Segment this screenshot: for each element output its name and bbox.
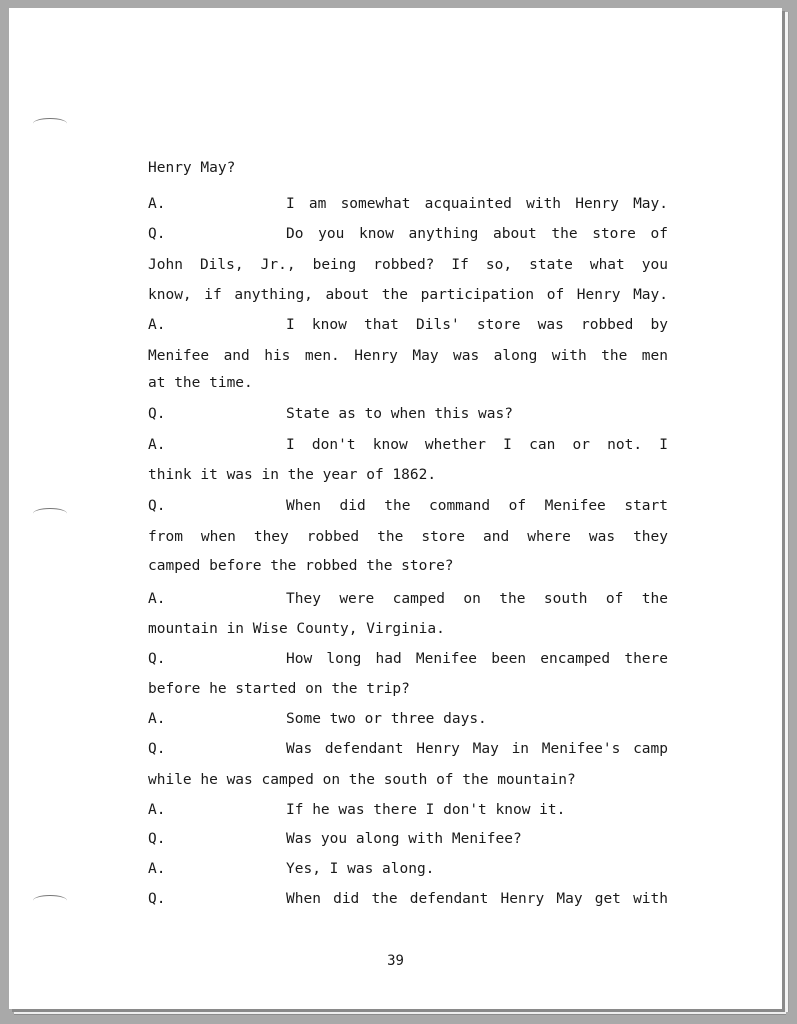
answer-marker: A. <box>148 711 166 727</box>
answer-marker: A. <box>148 437 166 453</box>
question-text: Do you know anything about the store of <box>286 226 668 242</box>
page-number: 39 <box>387 953 404 969</box>
answer-marker: A. <box>148 317 166 333</box>
transcript-body <box>9 8 782 1009</box>
answer-text: Yes, I was along. <box>286 861 435 877</box>
answer-marker: A. <box>148 861 166 877</box>
transcript-line: Menifee and his men. Henry May was along with the men <box>148 348 668 364</box>
document-page <box>9 8 782 1009</box>
question-text: Was you along with Menifee? <box>286 831 522 847</box>
question-marker: Q. <box>148 831 166 847</box>
transcript-line: from when they robbed the store and where was they <box>148 529 668 545</box>
question-text: When did the defendant Henry May get with <box>286 891 668 907</box>
answer-marker: A. <box>148 591 166 607</box>
question-marker: Q. <box>148 226 166 242</box>
answer-text: Some two or three days. <box>286 711 487 727</box>
question-text: When did the command of Menifee start <box>286 498 668 514</box>
answer-marker: A. <box>148 802 166 818</box>
underlying-sheet-edge-bottom <box>14 1008 786 1015</box>
transcript-line: while he was camped on the south of the mountain? <box>148 772 576 788</box>
transcript-line: at the time. <box>148 375 253 391</box>
transcript-line: camped before the robbed the store? <box>148 558 454 574</box>
transcript-line: mountain in Wise County, Virginia. <box>148 621 445 637</box>
question-marker: Q. <box>148 498 166 514</box>
question-text: State as to when this was? <box>286 406 513 422</box>
answer-marker: A. <box>148 196 166 212</box>
answer-text: I know that Dils' store was robbed by <box>286 317 668 333</box>
answer-text: I am somewhat acquainted with Henry May. <box>286 196 668 212</box>
transcript-line: know, if anything, about the participation of Henry May. <box>148 287 668 303</box>
question-marker: Q. <box>148 406 166 422</box>
question-marker: Q. <box>148 891 166 907</box>
transcript-line: Henry May? <box>148 160 236 176</box>
answer-text: If he was there I don't know it. <box>286 802 566 818</box>
transcript-line: John Dils, Jr., being robbed? If so, state what you <box>148 257 668 273</box>
question-marker: Q. <box>148 741 166 757</box>
transcript-line: think it was in the year of 1862. <box>148 467 437 483</box>
transcript-line: before he started on the trip? <box>148 681 410 697</box>
question-text: How long had Menifee been encamped there <box>286 651 668 667</box>
answer-text: They were camped on the south of the <box>286 591 668 607</box>
question-marker: Q. <box>148 651 166 667</box>
answer-text: I don't know whether I can or not. I <box>286 437 668 453</box>
question-text: Was defendant Henry May in Menifee's camp <box>286 741 668 757</box>
